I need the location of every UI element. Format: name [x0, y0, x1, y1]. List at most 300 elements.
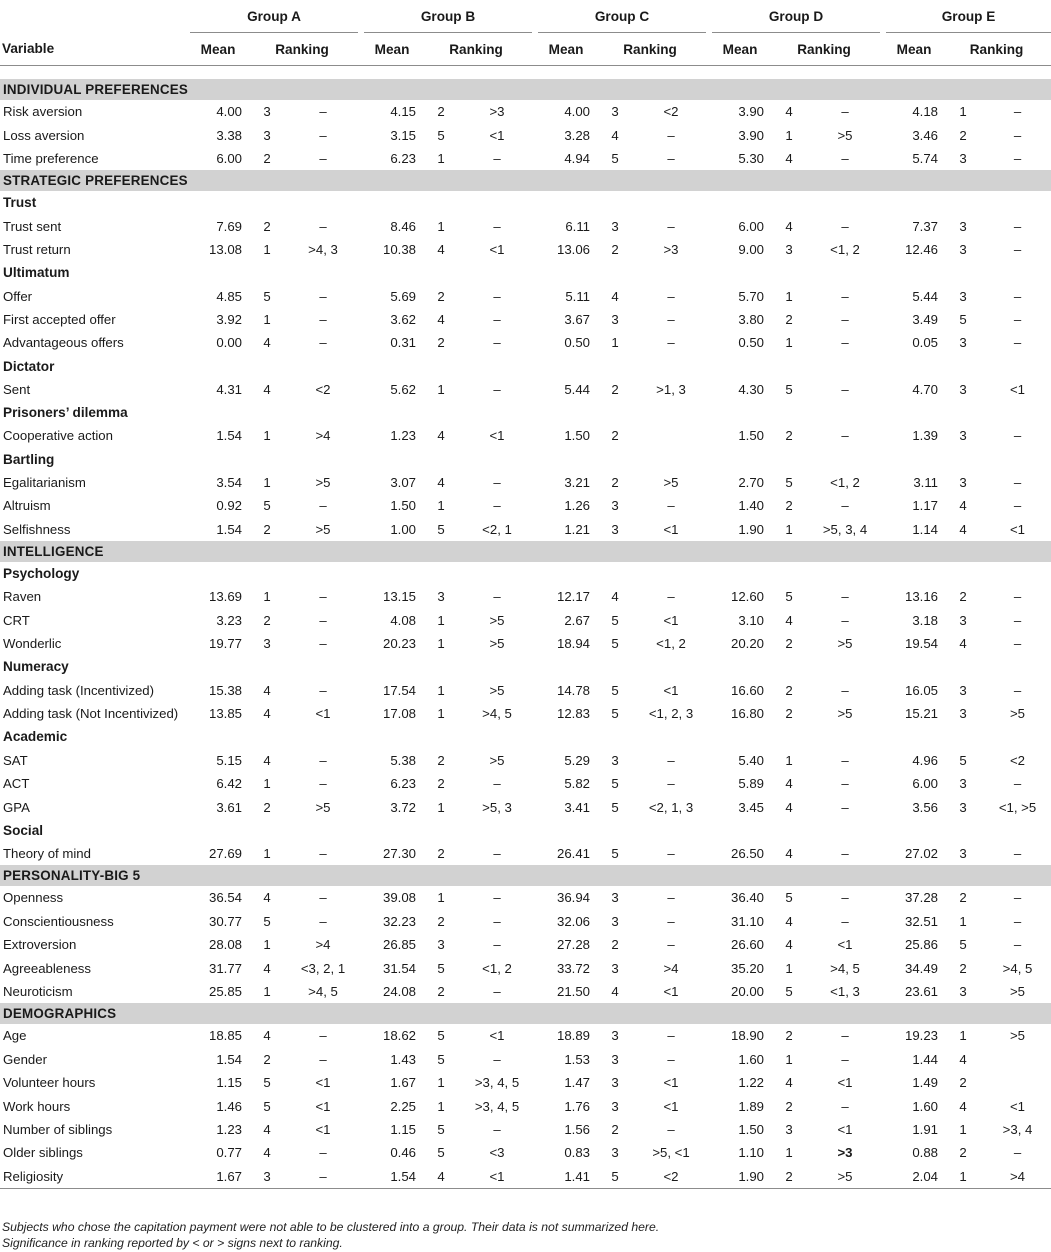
subsection-header [0, 562, 1051, 585]
variable-name: Sent [3, 381, 31, 397]
group-e-rank-value: 2 [959, 1075, 967, 1091]
group-d-significance-value: <1, 2 [830, 241, 860, 257]
group-a-rank-value: 3 [263, 636, 271, 652]
group-a-significance-value: – [319, 1028, 327, 1044]
group-b-significance-value: >4, 5 [482, 706, 512, 722]
group-b-rank-value: 5 [437, 1145, 445, 1161]
section-title: DEMOGRAPHICS [0, 1003, 1051, 1024]
group-b-significance-value: <3 [489, 1145, 505, 1161]
group-d-mean-value: 5.30 [738, 150, 765, 166]
group-c-significance-value: <2 [663, 104, 679, 120]
group-a-mean-value: 3.38 [216, 127, 242, 143]
group-a-significance-value: <1 [315, 1121, 331, 1137]
subsection-header [0, 655, 1051, 678]
group-b-mean-value: 6.23 [390, 150, 417, 166]
group-e-mean-value: 4.96 [912, 752, 939, 768]
group-a-mean-value: 1.54 [216, 1051, 242, 1067]
group-e-mean-header: Mean [886, 33, 942, 66]
group-a-rank-value: 1 [263, 937, 271, 953]
group-e-mean-value: 32.51 [905, 913, 939, 929]
group-b-significance-value: – [493, 937, 501, 953]
group-e-rank-value: 2 [959, 960, 967, 976]
variable-name: Theory of mind [3, 846, 91, 862]
table-row [0, 214, 1051, 237]
group-b-mean-value: 17.54 [383, 682, 417, 698]
group-e-mean-value: 0.05 [912, 335, 939, 351]
section-title: STRATEGIC PREFERENCES [0, 170, 1051, 191]
variable-name: First accepted offer [3, 311, 116, 327]
group-a-significance-value: – [319, 311, 327, 327]
table-row [0, 1048, 1051, 1071]
table-row [0, 238, 1051, 261]
group-c-mean-value: 13.06 [557, 241, 591, 257]
group-a-mean-value: 13.85 [208, 706, 242, 722]
group-c-mean-value: 12.17 [557, 589, 591, 605]
group-a-mean-value: 0.77 [216, 1145, 242, 1161]
group-a-mean-value: 18.85 [208, 1028, 242, 1044]
group-a-significance-value: >4 [315, 428, 331, 444]
group-d-mean-value: 2.70 [738, 475, 765, 491]
group-e-significance-value: >3, 4 [1002, 1121, 1033, 1137]
group-e-significance-value: >5 [1009, 1028, 1026, 1044]
variable-name: Cooperative action [3, 428, 113, 444]
group-c-significance-value: <2, 1, 3 [648, 799, 694, 815]
group-b-rank-value: 1 [437, 682, 445, 698]
group-b-rank-value: 5 [437, 1028, 445, 1044]
group-e-rank-value: 3 [959, 846, 967, 862]
group-d-significance-value: <1, 2 [830, 475, 860, 491]
group-e-rank-value: 2 [959, 890, 967, 906]
table-row [0, 378, 1051, 401]
group-d-rank-value: 3 [785, 1121, 793, 1137]
group-d-rank-value: 1 [785, 521, 793, 537]
section-title: INTELLIGENCE [0, 541, 1051, 562]
group-b-mean-value: 3.72 [390, 799, 417, 815]
group-c-significance-value: <1, 2 [656, 636, 686, 652]
group-a-rank-value: 1 [263, 428, 271, 444]
group-d-rank-value: 2 [785, 1168, 793, 1184]
group-e-mean-value: 3.18 [912, 612, 939, 628]
group-d-significance-value: – [841, 1051, 849, 1067]
group-e-rank-value: 2 [959, 1145, 967, 1161]
group-e-significance-value: – [1013, 937, 1022, 953]
group-a-significance-value: – [319, 498, 327, 514]
group-e-rank-value: 3 [959, 984, 967, 1000]
table-row [0, 471, 1051, 494]
group-c-mean-value: 3.21 [564, 475, 591, 491]
table-row [0, 518, 1051, 541]
group-a-significance-value: – [319, 890, 327, 906]
group-b-significance-value: >5 [489, 752, 505, 768]
group-d-mean-value: 3.90 [738, 104, 765, 120]
group-d-significance-value: <1 [837, 1075, 853, 1091]
table-row [0, 980, 1051, 1003]
group-c-significance-value: – [667, 776, 675, 792]
note-line-2: Significance in ranking reported by < or > signs next to ranking. [2, 1235, 343, 1250]
group-d-rank-value: 4 [785, 612, 793, 628]
group-a-significance-value: >5 [315, 475, 331, 491]
group-c-rank-value: 5 [611, 776, 619, 792]
group-e-rank-value: 4 [959, 521, 967, 537]
group-b-significance-value: >5 [489, 612, 505, 628]
group-d-mean-value: 5.70 [738, 288, 765, 304]
group-d-significance-value: >5 [837, 706, 853, 722]
group-a-rank-value: 3 [263, 127, 271, 143]
group-b-mean-value: 1.15 [390, 1121, 417, 1137]
group-e-mean-value: 19.54 [905, 636, 939, 652]
group-c-mean-header: Mean [538, 33, 594, 66]
group-c-significance-value: <1, 2, 3 [648, 706, 694, 722]
group-c-significance-value: – [667, 752, 675, 768]
group-e-mean-value: 3.56 [912, 799, 939, 815]
group-d-mean-value: 1.50 [738, 428, 765, 444]
group-e-rank-value: 3 [959, 335, 967, 351]
group-b-rank-value: 1 [437, 218, 445, 234]
variable-name: SAT [3, 752, 28, 768]
group-c-rank-value: 1 [611, 335, 619, 351]
group-a-significance-value: >4 [315, 937, 331, 953]
group-e-mean-value: 1.44 [912, 1051, 939, 1067]
group-c-mean-value: 1.56 [564, 1121, 591, 1137]
group-a-significance-value: – [319, 589, 327, 605]
group-d-mean-value: 18.90 [731, 1028, 765, 1044]
group-b-rank-value: 1 [437, 636, 445, 652]
group-e-significance-value: – [1013, 612, 1022, 628]
table-row [0, 308, 1051, 331]
group-e-mean-value: 1.60 [912, 1098, 939, 1114]
group-e-mean-value: 25.86 [905, 937, 939, 953]
table-row [0, 424, 1051, 447]
group-d-rank-value: 2 [785, 706, 793, 722]
group-e-significance-value: >4 [1009, 1168, 1026, 1184]
group-e-significance-value: – [1013, 127, 1022, 143]
group-e-significance-value: >4, 5 [1002, 960, 1033, 976]
group-b-significance-value: – [493, 288, 501, 304]
subsection-title: Psychology [3, 566, 80, 582]
group-b-significance-value: – [493, 498, 501, 514]
group-b-significance-value: – [493, 335, 501, 351]
group-e-mean-value: 23.61 [905, 984, 939, 1000]
table-row [0, 795, 1051, 818]
variable-name: Egalitarianism [3, 475, 86, 491]
variable-name: Openness [3, 890, 64, 906]
group-d-rank-value: 4 [785, 150, 793, 166]
group-e-mean-value: 34.49 [905, 960, 939, 976]
group-a-significance-value: – [319, 218, 327, 234]
group-b-significance-value: – [493, 846, 501, 862]
variable-name: Gender [3, 1051, 47, 1067]
section-title: PERSONALITY-BIG 5 [0, 865, 1051, 886]
group-a-rank-value: 5 [263, 1098, 271, 1114]
section-header [0, 170, 1051, 191]
group-d-rank-value: 1 [785, 288, 793, 304]
group-a-mean-value: 1.54 [216, 428, 242, 444]
group-a-significance-value: >5 [315, 799, 331, 815]
group-c-mean-value: 5.44 [564, 381, 591, 397]
group-b-significance-value: >3, 4, 5 [474, 1098, 520, 1114]
group-e-mean-value: 1.14 [912, 521, 939, 537]
group-d-mean-value: 31.10 [731, 913, 765, 929]
group-e-significance-value: – [1013, 498, 1022, 514]
group-e-significance-value: – [1013, 846, 1022, 862]
group-c-significance-value: – [667, 288, 675, 304]
group-a-rank-value: 1 [263, 984, 271, 1000]
group-c-significance-value: <1 [663, 682, 679, 698]
group-e-mean-value: 5.74 [912, 150, 939, 166]
group-e-significance-value: – [1013, 428, 1022, 444]
group-e-rank-value: 4 [959, 1098, 967, 1114]
group-a-mean-value: 4.85 [216, 288, 242, 304]
group-e-significance-value: – [1013, 589, 1022, 605]
group-b-mean-value: 1.43 [390, 1051, 417, 1067]
group-a-rank-value: 4 [263, 1121, 271, 1137]
group-b-header: Group B [364, 0, 532, 33]
group-e-significance-value: – [1013, 288, 1022, 304]
group-c-rank-value: 3 [611, 913, 619, 929]
group-b-rank-value: 1 [437, 150, 445, 166]
group-c-mean-value: 3.67 [564, 311, 591, 327]
group-c-ranking-header: Ranking [594, 33, 706, 66]
group-a-mean-value: 28.08 [208, 937, 242, 953]
group-e-rank-value: 3 [959, 776, 967, 792]
group-b-mean-value: 3.62 [390, 311, 417, 327]
variable-name: Time preference [3, 150, 99, 166]
group-d-mean-value: 1.90 [738, 1168, 765, 1184]
variable-name: Selfishness [3, 521, 71, 537]
group-b-significance-value: >3, 4, 5 [474, 1075, 520, 1091]
table-row [0, 1024, 1051, 1047]
variable-name: Wonderlic [3, 636, 62, 652]
group-d-significance-value: – [841, 913, 849, 929]
group-e-rank-value: 4 [959, 636, 967, 652]
group-d-significance-value: <1 [837, 1121, 853, 1137]
group-a-rank-value: 1 [263, 776, 271, 792]
group-a-significance-value: – [319, 104, 327, 120]
group-c-mean-value: 27.28 [557, 937, 591, 953]
group-e-significance-value: – [1013, 104, 1022, 120]
group-d-rank-value: 2 [785, 682, 793, 698]
group-b-rank-value: 2 [437, 913, 445, 929]
group-e-mean-value: 7.37 [912, 218, 939, 234]
group-b-rank-value: 4 [437, 241, 445, 257]
group-a-mean-value: 15.38 [208, 682, 242, 698]
group-d-mean-value: 1.60 [738, 1051, 765, 1067]
group-b-significance-value: <1, 2 [482, 960, 512, 976]
group-b-rank-value: 2 [437, 752, 445, 768]
group-a-rank-value: 2 [263, 799, 271, 815]
group-a-significance-value: – [319, 846, 327, 862]
group-c-mean-value: 4.00 [564, 104, 591, 120]
group-b-mean-value: 27.30 [383, 846, 417, 862]
group-a-mean-value: 31.77 [208, 960, 242, 976]
group-a-rank-value: 1 [263, 311, 271, 327]
group-b-mean-value: 8.46 [390, 218, 417, 234]
group-b-significance-value: <1 [489, 1168, 505, 1184]
group-e-mean-value: 1.49 [912, 1075, 939, 1091]
section-title: INDIVIDUAL PREFERENCES [0, 79, 1051, 100]
group-d-significance-value: – [841, 589, 849, 605]
group-a-mean-value: 30.77 [208, 913, 242, 929]
section-header [0, 865, 1051, 886]
group-c-significance-value: >1, 3 [656, 381, 686, 397]
variable-name: Agreeableness [3, 960, 91, 976]
group-e-header: Group E [886, 0, 1051, 33]
group-d-mean-value: 3.10 [738, 612, 765, 628]
group-b-rank-value: 2 [437, 846, 445, 862]
group-b-significance-value: – [493, 381, 501, 397]
table-row [0, 1165, 1051, 1189]
group-b-mean-value: 1.50 [390, 498, 417, 514]
group-d-rank-value: 2 [785, 428, 793, 444]
group-d-significance-value: – [841, 776, 849, 792]
group-b-rank-value: 5 [437, 521, 445, 537]
group-c-significance-value: – [667, 913, 675, 929]
group-e-significance-value: <1, >5 [998, 799, 1037, 815]
group-c-significance-value: – [667, 1028, 675, 1044]
variable-name: Adding task (Not Incentivized) [3, 706, 179, 722]
group-c-rank-value: 3 [611, 521, 619, 537]
group-c-mean-value: 5.29 [564, 752, 591, 768]
section-header [0, 79, 1051, 100]
variable-name: GPA [3, 799, 30, 815]
group-e-rank-value: 1 [959, 104, 967, 120]
group-a-significance-value: – [319, 776, 327, 792]
group-c-rank-value: 5 [611, 846, 619, 862]
group-c-mean-value: 3.41 [564, 799, 591, 815]
group-b-mean-header: Mean [364, 33, 420, 66]
group-e-rank-value: 3 [959, 799, 967, 815]
group-c-rank-value: 4 [611, 589, 619, 605]
group-c-mean-value: 1.21 [564, 521, 591, 537]
subsection-header [0, 819, 1051, 842]
subsection-header [0, 191, 1051, 214]
group-d-mean-value: 16.60 [731, 682, 765, 698]
group-a-rank-value: 4 [263, 752, 271, 768]
group-a-significance-value: – [319, 636, 327, 652]
variable-name: Work hours [3, 1098, 71, 1114]
group-b-mean-value: 32.23 [383, 913, 417, 929]
group-c-significance-value: – [667, 335, 675, 351]
group-d-significance-value: – [841, 218, 849, 234]
group-b-rank-value: 3 [437, 589, 445, 605]
group-c-significance-value: >3 [663, 241, 679, 257]
group-a-mean-value: 1.46 [216, 1098, 242, 1114]
group-e-mean-value: 3.11 [913, 475, 939, 491]
group-a-significance-value: – [319, 1145, 327, 1161]
group-b-significance-value: >5 [489, 682, 505, 698]
group-d-significance-value: – [841, 890, 849, 906]
group-b-rank-value: 2 [437, 288, 445, 304]
table-row [0, 632, 1051, 655]
group-e-mean-value: 2.04 [912, 1168, 939, 1184]
table-row [0, 1071, 1051, 1094]
group-a-mean-value: 3.54 [216, 475, 242, 491]
group-b-mean-value: 13.15 [383, 589, 417, 605]
group-c-significance-value: <1 [663, 1098, 679, 1114]
group-b-rank-value: 4 [437, 475, 445, 491]
group-d-mean-value: 6.00 [738, 218, 765, 234]
group-a-rank-value: 2 [263, 612, 271, 628]
group-c-mean-value: 6.11 [565, 218, 591, 234]
group-c-rank-value: 3 [611, 104, 619, 120]
group-c-significance-value: – [667, 498, 675, 514]
group-e-mean-value: 4.18 [912, 104, 939, 120]
group-d-mean-value: 35.20 [731, 960, 765, 976]
group-d-header: Group D [712, 0, 880, 33]
group-a-mean-header: Mean [190, 33, 246, 66]
group-b-mean-value: 17.08 [383, 706, 417, 722]
group-c-mean-value: 1.26 [564, 498, 591, 514]
group-a-mean-value: 13.69 [208, 589, 242, 605]
group-a-rank-value: 2 [263, 218, 271, 234]
group-d-significance-value: – [841, 799, 849, 815]
group-d-rank-value: 2 [785, 636, 793, 652]
group-b-significance-value: – [493, 984, 501, 1000]
group-c-mean-value: 26.41 [557, 846, 591, 862]
group-a-significance-value: – [319, 752, 327, 768]
group-a-mean-value: 6.00 [216, 150, 242, 166]
group-d-significance-value: – [841, 682, 849, 698]
group-c-mean-value: 33.72 [557, 960, 591, 976]
group-a-significance-value: – [319, 127, 327, 143]
group-c-mean-value: 32.06 [557, 913, 591, 929]
group-d-significance-value: – [841, 150, 849, 166]
group-a-mean-value: 4.00 [216, 104, 242, 120]
group-b-significance-value: – [493, 913, 501, 929]
group-c-mean-value: 12.83 [557, 706, 591, 722]
group-e-significance-value: – [1013, 682, 1022, 698]
group-d-rank-value: 5 [785, 381, 793, 397]
group-d-significance-value: – [841, 1098, 849, 1114]
table-row [0, 1094, 1051, 1117]
group-b-significance-value: <1 [489, 127, 505, 143]
group-c-mean-value: 5.11 [565, 288, 591, 304]
group-c-rank-value: 2 [611, 475, 619, 491]
group-b-rank-value: 3 [437, 937, 445, 953]
variable-name: Risk aversion [3, 104, 83, 120]
group-e-mean-value: 37.28 [905, 890, 939, 906]
note-line-1: Subjects who chose the capitation payment were not able to be clustered into a group. Their data is not summarized here. [2, 1220, 660, 1234]
group-a-rank-value: 4 [263, 960, 271, 976]
group-a-mean-value: 5.15 [216, 752, 242, 768]
group-e-significance-value: – [1013, 913, 1022, 929]
group-d-mean-value: 16.80 [731, 706, 765, 722]
group-e-rank-value: 2 [959, 127, 967, 143]
group-d-rank-value: 2 [785, 1028, 793, 1044]
group-c-significance-value: <1 [663, 612, 679, 628]
group-e-mean-value: 1.39 [912, 428, 939, 444]
group-e-significance-value: >5 [1009, 706, 1026, 722]
group-c-significance-value: <1 [663, 521, 679, 537]
group-e-rank-value: 3 [959, 288, 967, 304]
group-b-mean-value: 10.38 [383, 241, 417, 257]
group-e-significance-value: – [1013, 241, 1022, 257]
group-e-rank-value: 3 [959, 241, 967, 257]
group-e-mean-value: 13.16 [905, 589, 939, 605]
group-c-rank-value: 5 [611, 612, 619, 628]
group-d-mean-value: 1.90 [738, 521, 765, 537]
section-header [0, 541, 1051, 562]
group-b-mean-value: 0.46 [390, 1145, 417, 1161]
group-c-rank-value: 4 [611, 984, 619, 1000]
group-a-significance-value: <3, 2, 1 [300, 960, 346, 976]
group-a-significance-value: – [319, 150, 327, 166]
group-d-mean-value: 5.40 [738, 752, 765, 768]
group-b-rank-value: 4 [437, 1168, 445, 1184]
group-a-significance-value: <2 [315, 381, 331, 397]
group-b-significance-value: – [493, 1051, 501, 1067]
group-b-significance-value: – [493, 311, 501, 327]
